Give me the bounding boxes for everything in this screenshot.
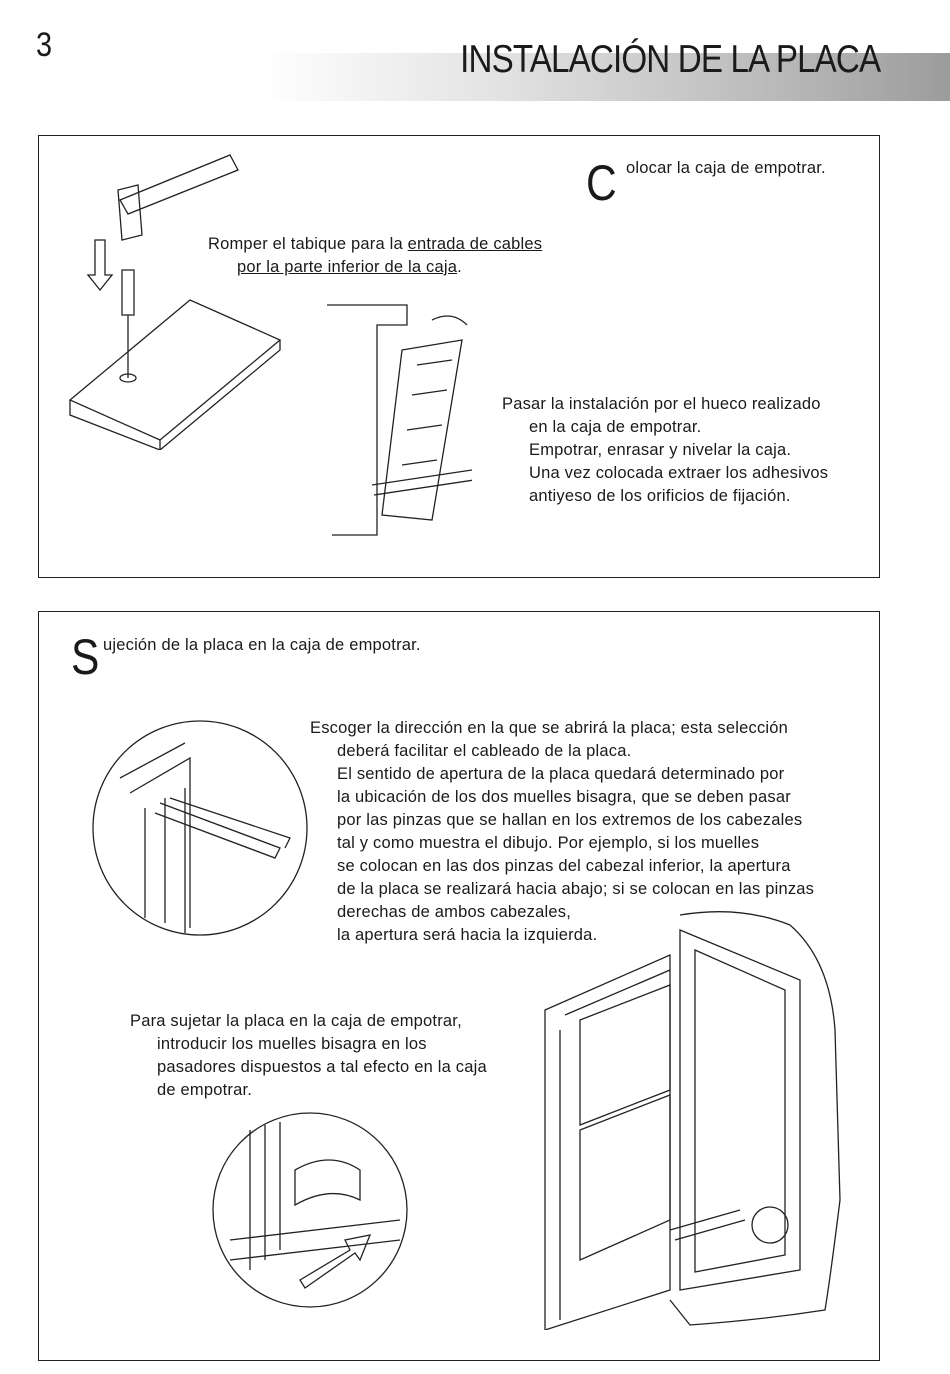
page-number: 3: [36, 26, 53, 64]
screwdriver-icon: [122, 270, 134, 378]
step1-underlined-2: por la parte inferior de la caja: [237, 258, 458, 276]
paragraph1-line: la apertura será hacia la izquierda.: [337, 926, 598, 944]
rotate-arrow-icon: [432, 316, 467, 325]
paragraph2-line: pasadores dispuestos a tal efecto en la caja: [157, 1058, 487, 1076]
step2-line: antiyeso de los orificios de fijación.: [529, 487, 791, 505]
hammer-icon: [118, 155, 238, 240]
paragraph2-line: introducir los muelles bisagra en los: [157, 1035, 427, 1053]
insert-arrow-icon: [300, 1235, 370, 1288]
section2-initial: S: [71, 629, 100, 685]
wall-box-illustration: [322, 295, 472, 540]
paragraph1-line: deberá facilitar el cableado de la placa.: [337, 742, 632, 760]
section1-initial: C: [586, 155, 617, 211]
hinge-spring-detail-illustration: [90, 718, 310, 938]
step1-underlined-1: entrada de cables: [407, 235, 543, 253]
paragraph1-line: Escoger la dirección en la que se abrirá la placa; esta selección: [310, 719, 789, 737]
arrow-down-icon: [88, 240, 112, 290]
hinge-insertion-detail-illustration: [210, 1110, 410, 1310]
step2-line: en la caja de empotrar.: [529, 418, 702, 436]
section1-heading: olocar la caja de empotrar.: [626, 159, 826, 177]
section2-heading: ujeción de la placa en la caja de empotrar.: [103, 636, 421, 654]
paragraph1-line: derechas de ambos cabezales,: [337, 903, 571, 921]
paragraph1-line: El sentido de apertura de la placa quedará determinado por: [337, 765, 785, 783]
paragraph2-line: Para sujetar la placa en la caja de empotrar,: [130, 1012, 462, 1030]
box-knockout-illustration: [60, 150, 290, 450]
step2-line: Empotrar, enrasar y nivelar la caja.: [529, 441, 792, 459]
paragraph1-line: de la placa se realizará hacia abajo; si se colocan en las pinzas: [337, 880, 815, 898]
plate-in-wall-box-illustration: [540, 900, 860, 1330]
paragraph1-line: la ubicación de los dos muelles bisagra, que se deben pasar: [337, 788, 791, 806]
step1-suffix: .: [457, 258, 462, 276]
plate-front: [545, 955, 670, 1330]
paragraph1-line: por las pinzas que se hallan en los extremos de los cabezales: [337, 811, 803, 829]
step2-line: Pasar la instalación por el hueco realizado: [502, 395, 821, 413]
paragraph2-line: de empotrar.: [157, 1081, 253, 1099]
step2-line: Una vez colocada extraer los adhesivos: [529, 464, 829, 482]
paragraph1-line: tal y como muestra el dibujo. Por ejemplo, si los muelles: [337, 834, 760, 852]
paragraph1-line: se colocan en las dos pinzas del cabezal inferior, la apertura: [337, 857, 791, 875]
page-title: INSTALACIÓN DE LA PLACA: [459, 38, 880, 81]
step1-prefix: Romper el tabique para la: [208, 235, 408, 253]
